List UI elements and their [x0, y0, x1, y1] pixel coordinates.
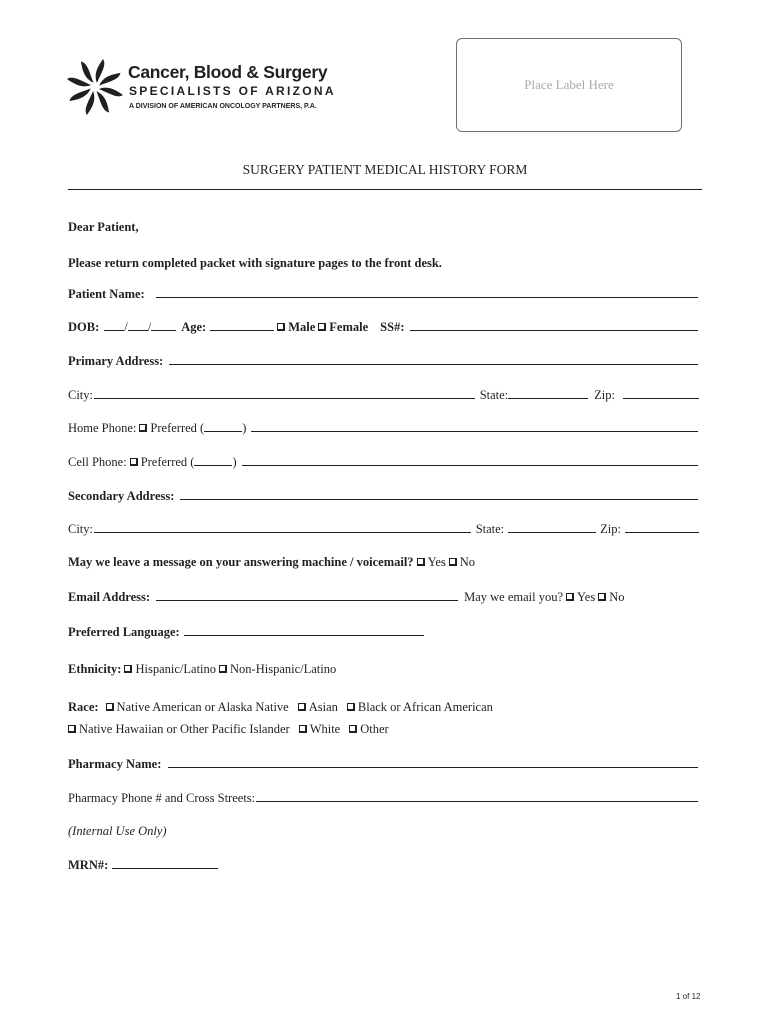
logo-icon — [66, 58, 124, 116]
primary-city-row — [68, 386, 699, 404]
primary-address-row — [68, 352, 699, 370]
city-label: City: — [68, 388, 94, 402]
place-label-box — [456, 38, 682, 132]
mrn-row — [68, 856, 699, 874]
white-checkbox[interactable] — [299, 725, 307, 733]
logo-subtitle: SPECIALISTS OF ARIZONA — [129, 84, 336, 98]
patient-name-label: Patient Name: — [68, 287, 145, 301]
leave-message-row: May we leave a message on your answering machine / voicemail? Yes No — [68, 555, 476, 569]
state-label: State: — [479, 388, 509, 402]
other-checkbox[interactable] — [349, 725, 357, 733]
hispanic-checkbox[interactable] — [124, 665, 132, 673]
form-title: SURGERY PATIENT MEDICAL HISTORY FORM — [242, 162, 528, 177]
secondary-city-field[interactable] — [94, 520, 471, 533]
secondary-state-field[interactable] — [508, 520, 596, 533]
cell-phone-preferred-field[interactable] — [194, 453, 232, 466]
hawaiian-checkbox[interactable] — [68, 725, 76, 733]
secondary-address-row — [68, 487, 699, 505]
secondary-address-field[interactable] — [180, 487, 698, 500]
email-no-checkbox[interactable] — [598, 593, 606, 601]
dob-year-field[interactable] — [151, 318, 176, 331]
pharmacy-name-label: Pharmacy Name: — [68, 757, 162, 771]
primary-zip-field[interactable] — [623, 386, 699, 399]
pharmacy-phone-row — [68, 789, 699, 807]
page-number: 1 of 12 — [676, 992, 701, 1001]
zip-label: Zip: — [600, 522, 621, 536]
city-label: City: — [68, 522, 94, 536]
logo-name: Cancer, Blood & Surgery — [128, 62, 328, 82]
male-checkbox[interactable] — [277, 323, 285, 331]
dob-month-field[interactable] — [104, 318, 124, 331]
patient-name-field[interactable] — [156, 285, 698, 298]
native-american-checkbox[interactable] — [106, 703, 114, 711]
pharmacy-name-field[interactable] — [168, 755, 698, 768]
email-yes-checkbox[interactable] — [566, 593, 574, 601]
greeting: Dear Patient, — [68, 220, 139, 234]
black-checkbox[interactable] — [347, 703, 355, 711]
email-label: Email Address: — [68, 590, 151, 604]
cell-phone-preferred-checkbox[interactable] — [130, 458, 138, 466]
ethnicity-row: Ethnicity: Hispanic/Latino Non-Hispanic/Latino — [68, 662, 337, 676]
race-row-2: Native Hawaiian or Other Pacific Islander White Other — [65, 720, 696, 738]
pharmacy-phone-label: Pharmacy Phone # and Cross Streets: — [68, 791, 256, 805]
pharmacy-name-row — [68, 755, 699, 773]
language-field[interactable] — [184, 623, 424, 636]
cell-phone-label: Cell Phone: — [68, 455, 127, 469]
ss-label: SS#: — [380, 320, 405, 334]
patient-name-row — [68, 285, 699, 303]
primary-state-field[interactable] — [508, 386, 588, 399]
logo — [66, 58, 366, 118]
leave-message-label: May we leave a message on your answering machine / voicemail? — [68, 555, 414, 569]
asian-checkbox[interactable] — [298, 703, 306, 711]
age-label: Age: — [181, 320, 207, 334]
title-divider — [68, 189, 702, 190]
internal-use-note: (Internal Use Only) — [68, 824, 167, 838]
pharmacy-phone-field[interactable] — [256, 789, 698, 802]
cell-phone-row: Cell Phone: Preferred ( ) — [68, 453, 699, 471]
place-label-text: Place Label Here — [524, 77, 614, 92]
dob-row: DOB: / / Age: Male Female SS#: — [68, 318, 699, 336]
dob-label: DOB: — [68, 320, 100, 334]
primary-address-label: Primary Address: — [68, 354, 164, 368]
home-phone-preferred-field[interactable] — [204, 419, 242, 432]
female-label: Female — [329, 320, 369, 334]
secondary-city-row — [68, 520, 699, 538]
home-phone-label: Home Phone: — [68, 421, 137, 435]
instruction: Please return completed packet with signature pages to the front desk. — [68, 256, 442, 270]
home-phone-row: Home Phone: Preferred ( ) — [68, 419, 699, 437]
primary-city-field[interactable] — [94, 386, 475, 399]
dob-day-field[interactable] — [128, 318, 148, 331]
non-hispanic-checkbox[interactable] — [219, 665, 227, 673]
language-row — [68, 623, 699, 641]
zip-label: Zip: — [594, 388, 615, 402]
primary-address-field[interactable] — [169, 352, 698, 365]
ethnicity-label: Ethnicity: — [68, 662, 122, 676]
language-label: Preferred Language: — [68, 625, 180, 639]
mrn-field[interactable] — [112, 856, 218, 869]
leave-message-no-checkbox[interactable] — [449, 558, 457, 566]
mrn-label: MRN#: — [68, 858, 109, 872]
state-label: State: — [475, 522, 505, 536]
race-row-1: Race: Native American or Alaska Native Asian Black or African American — [68, 700, 493, 714]
race-label: Race: — [68, 700, 99, 714]
ss-field[interactable] — [410, 318, 699, 331]
secondary-zip-field[interactable] — [625, 520, 699, 533]
leave-message-yes-checkbox[interactable] — [417, 558, 425, 566]
cell-phone-field[interactable] — [242, 453, 698, 466]
email-field[interactable] — [156, 588, 458, 601]
male-label: Male — [288, 320, 316, 334]
home-phone-field[interactable] — [251, 419, 698, 432]
home-phone-preferred-checkbox[interactable] — [139, 424, 147, 432]
logo-division: A DIVISION OF AMERICAN ONCOLOGY PARTNERS, P.A. — [129, 103, 317, 110]
email-row: Email Address: May we email you? Yes No — [68, 590, 625, 604]
age-field[interactable] — [210, 318, 274, 331]
email-consent-label: May we email you? — [464, 590, 564, 604]
female-checkbox[interactable] — [318, 323, 326, 331]
secondary-address-label: Secondary Address: — [68, 489, 175, 503]
